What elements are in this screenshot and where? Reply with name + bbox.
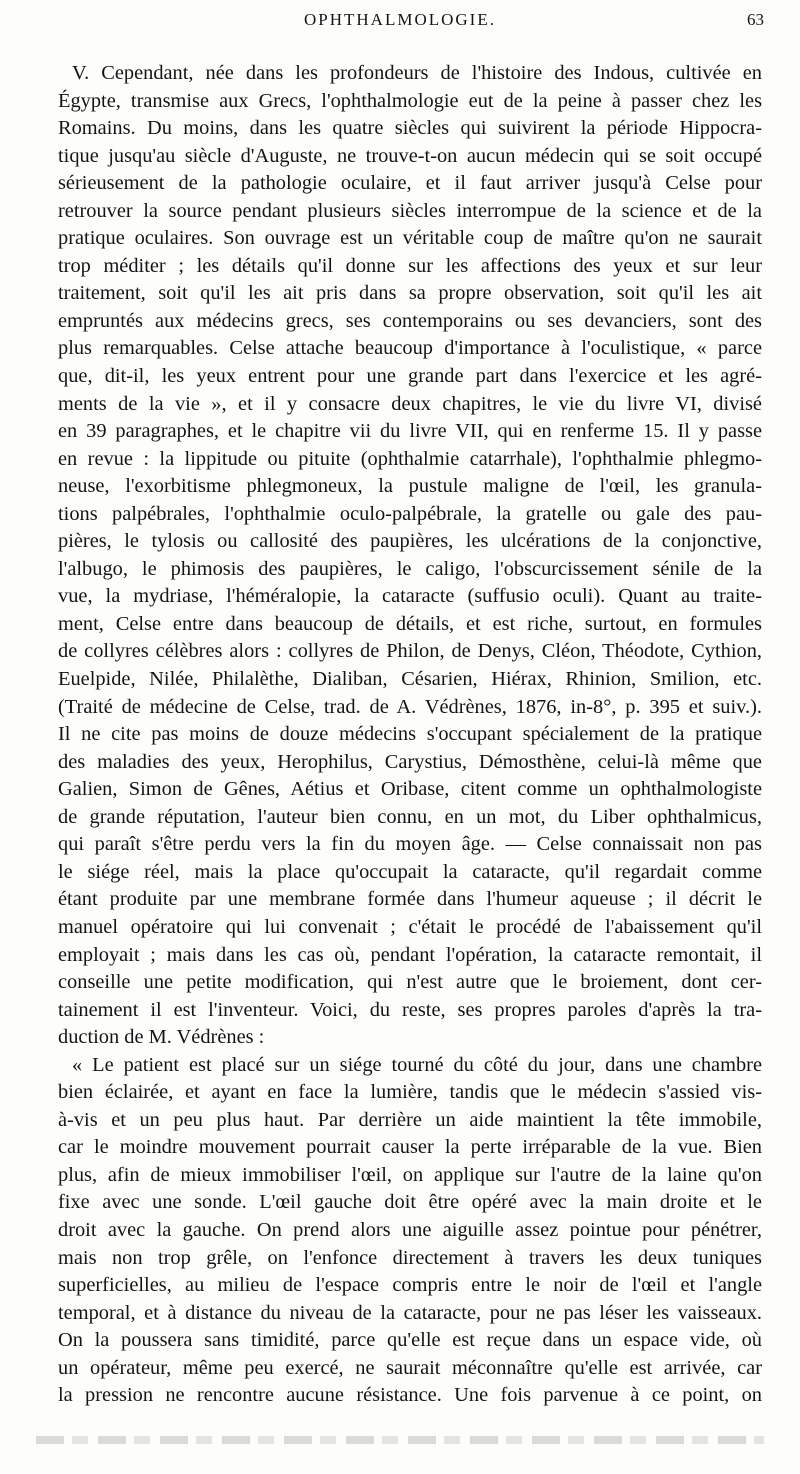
text-line: employait ; mais dans les cas où, pendant l'opération, la cataracte remontait, il [58, 943, 762, 966]
text-line: sérieusement de la pathologie oculaire, et il faut arriver jusqu'à Celse pour [58, 172, 762, 195]
running-title: OPHTHALMOLOGIE. [304, 10, 496, 29]
text-line: ment, Celse entre dans beaucoup de détails, et est riche, surtout, en formules [58, 612, 762, 635]
text-line: bien éclairée, et ayant en face la lumière, tandis que le médecin s'assied vis- [58, 1081, 762, 1104]
text-line: ments de la vie », et il y consacre deux chapitres, le vie du livre VI, divisé [58, 392, 762, 415]
text-line: plus remarquables. Celse attache beaucoup d'importance à l'oculistique, « parce [58, 337, 762, 360]
text-line: On la poussera sans timidité, parce qu'elle est reçue dans un espace vide, où [58, 1329, 762, 1352]
text-line: Égypte, transmise aux Grecs, l'ophthalmologie eut de la peine à passer chez les [58, 89, 762, 112]
text-line: empruntés aux médecins grecs, ses contemporains ou ses devanciers, sont des [58, 309, 762, 332]
text-line: neuse, l'exorbitisme phlegmoneux, la pustule maligne de l'œil, les granula- [58, 475, 762, 498]
text-line: Il ne cite pas moins de douze médecins s'occupant spécialement de la pratique [58, 723, 762, 746]
text-line: en revue : la lippitude ou pituite (ophthalmie catarrhale), l'ophthalmie phlegmo- [58, 447, 762, 470]
text-line: pratique oculaires. Son ouvrage est un véritable coup de maître qu'on ne saurait [58, 227, 762, 250]
text-line: superficielles, au milieu de l'espace compris entre le noir de l'œil et l'angle [58, 1274, 762, 1297]
text-line: mais non trop grêle, on l'enfonce directement à travers les deux tuniques [58, 1246, 762, 1269]
text-line: que, dit-il, les yeux entrent pour une grande part dans l'exercice et les agré- [58, 365, 762, 388]
text-line: « Le patient est placé sur un siége tourné du côté du jour, dans une chambre [72, 1053, 762, 1076]
text-line: de grande réputation, l'auteur bien connu, en un mot, du Liber ophthalmicus, [58, 805, 762, 828]
text-line: un opérateur, même peu exercé, ne saurait méconnaître qu'elle est arrivée, car [58, 1356, 762, 1379]
text-line: (Traité de médecine de Celse, trad. de A. Védrènes, 1876, in-8°, p. 395 et suiv.). [58, 695, 762, 718]
text-line: tions palpébrales, l'ophthalmie oculo-palpébrale, la gratelle ou gale des pau- [58, 502, 762, 525]
running-head [36, 10, 764, 40]
text-line: temporal, et à distance du niveau de la cataracte, pour ne pas léser les vaisseaux. [58, 1301, 762, 1324]
text-line: à-vis et un peu plus haut. Par derrière un aide maintient la tête immobile, [58, 1108, 762, 1131]
text-line: étant produite par une membrane formée dans l'humeur aqueuse ; il décrit le [58, 888, 762, 911]
text-line: duction de M. Védrènes : [58, 1026, 265, 1049]
text-line: Romains. Du moins, dans les quatre siècles qui suivirent la période Hippocra- [58, 117, 762, 140]
text-line: traitement, soit qu'il les ait pris dans sa propre observation, soit qu'il les ait [58, 282, 762, 305]
body-text [58, 60, 762, 1410]
text-line: l'albugo, le phimosis des paupières, le caligo, l'obscurcissement sénile de la [58, 557, 762, 580]
text-line: manuel opératoire qui lui convenait ; c'était le procédé de l'abaissement qu'il [58, 915, 762, 938]
text-line: tainement il est l'inventeur. Voici, du reste, ses propres paroles d'après la tra- [58, 998, 762, 1021]
text-line: de collyres célèbres alors : collyres de Philon, de Denys, Cléon, Théodote, Cythion, [58, 640, 762, 663]
text-line: conseille une petite modification, qui n'est autre que le broiement, dont cer- [58, 971, 762, 994]
cropped-next-line [36, 1436, 764, 1444]
text-line: des maladies des yeux, Herophilus, Carystius, Démosthène, celui-là même que [58, 750, 762, 773]
text-line: Euelpide, Nilée, Philalèthe, Dialiban, Césarien, Hiérax, Rhinion, Smilion, etc. [58, 668, 762, 691]
text-line: vue, la mydriase, l'héméralopie, la cataracte (suffusio oculi). Quant au traite- [58, 585, 762, 608]
text-line: fixe avec une sonde. L'œil gauche doit être opéré avec la main droite et le [58, 1191, 762, 1214]
text-line: V. Cependant, née dans les profondeurs de l'histoire des Indous, cultivée en [72, 62, 762, 84]
page-number: 63 [747, 10, 764, 29]
text-line: la pression ne rencontre aucune résistance. Une fois parvenue à ce point, on [58, 1384, 762, 1407]
text-line: en 39 paragraphes, et le chapitre vii du livre VII, qui en renferme 15. Il y passe [58, 420, 762, 443]
text-line: droit avec la gauche. On prend alors une aiguille assez pointue pour pénétrer, [58, 1218, 762, 1241]
text-line: trop méditer ; les détails qu'il donne sur les affections des yeux et sur leur [58, 254, 762, 277]
text-line: Galien, Simon de Gênes, Aétius et Oribase, citent comme un ophthalmologiste [58, 778, 762, 801]
text-line: qui paraît s'être perdu vers la fin du moyen âge. — Celse connaissait non pas [58, 833, 762, 856]
text-line: car le moindre mouvement pourrait causer la perte irréparable de la vue. Bien [58, 1136, 762, 1159]
text-line: le siége réel, mais la place qu'occupait la cataracte, qu'il regardait comme [58, 860, 762, 883]
text-line: plus, afin de mieux immobiliser l'œil, on applique sur l'autre de la laine qu'on [58, 1163, 762, 1186]
text-line: tique jusqu'au siècle d'Auguste, ne trouve-t-on aucun médecin qui se soit occupé [58, 144, 762, 167]
text-line: retrouver la source pendant plusieurs siècles interrompue de la science et de la [58, 199, 762, 222]
text-line: pières, le tylosis ou callosité des paupières, les ulcérations de la conjonctive, [58, 530, 762, 553]
